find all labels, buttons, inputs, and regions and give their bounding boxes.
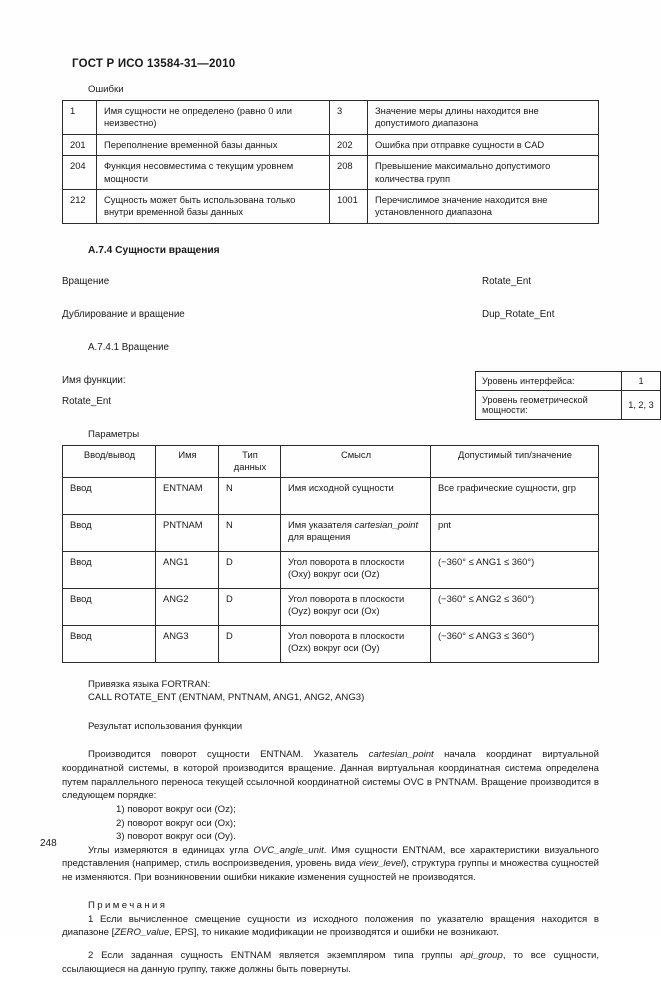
note-2 — [62, 949, 599, 976]
param-io: Ввод — [63, 588, 156, 625]
fortran-call-statement: CALL ROTATE_ENT (ENTNAM, PNTNAM, ANG1, ANG2, ANG3) — [88, 692, 365, 704]
param-type: D — [219, 625, 281, 662]
error-desc: Сущность может быть использована только внутри временной базы данных — [97, 190, 330, 224]
param-name: ANG3 — [156, 625, 219, 662]
page-number: 248 — [40, 838, 57, 849]
param-allowed: (−360° ≤ ANG1 ≤ 360°) — [431, 551, 599, 588]
table-row — [476, 390, 661, 419]
result-p2-tail: ), структура группы и множества сущностей не изменяются. При возникновении ошибки никакие изменения сущностей не производятся. — [62, 858, 599, 883]
table-row — [63, 514, 599, 551]
result-p2-italic-1: OVC_angle_unit — [253, 844, 324, 856]
error-desc: Ошибка при отправке сущности в CAD — [368, 134, 599, 155]
col-header-allowed: Допустимый тип/значение — [431, 445, 599, 477]
param-allowed: (−360° ≤ ANG3 ≤ 360°) — [431, 625, 599, 662]
col-header-io: Ввод/вывод — [63, 445, 156, 477]
table-row — [63, 134, 599, 155]
table-row — [63, 477, 599, 514]
interface-level-value: 1 — [622, 371, 661, 390]
interface-level-label: Уровень интерфейса: — [476, 371, 622, 390]
levels-table — [475, 371, 661, 420]
table-row — [63, 625, 599, 662]
param-type: N — [219, 477, 281, 514]
param-meaning-italic: cartesian_point — [354, 518, 419, 530]
col-header-type: Тип данных — [219, 445, 281, 477]
table-row — [63, 190, 599, 224]
entity-label: Дублирование и вращение — [62, 308, 185, 320]
param-meaning: Угол поворота в плоскости (Oxy) вокруг оси (Oz) — [281, 551, 431, 588]
errors-table-caption: Ошибки — [88, 84, 124, 95]
error-desc: Значение меры длины находится вне допустимого диапазона — [368, 101, 599, 135]
errors-table — [62, 100, 599, 224]
entity-name: Rotate_Ent — [482, 275, 532, 287]
notes-heading: Примечания — [88, 899, 168, 911]
entity-row-rotate — [62, 276, 599, 289]
col-header-meaning: Смысл — [281, 445, 431, 477]
entity-name: Dup_Rotate_Ent — [482, 308, 555, 320]
error-code: 1001 — [330, 190, 368, 224]
error-code: 208 — [330, 156, 368, 190]
result-paragraph-2 — [62, 844, 599, 885]
entity-label: Вращение — [62, 275, 110, 287]
table-header-row — [63, 445, 599, 477]
running-header: ГОСТ Р ИСО 13584-31—2010 — [72, 58, 236, 70]
param-name: ANG1 — [156, 551, 219, 588]
result-p1-tail: начала координат виртуальной координатной системы, в которой производится вращение. Данная виртуальная координатная система определена путем параллельного переноса текущей ссылочной координатной системы OVC в PNTNAM. Вращение производится в следующем порядке: — [62, 749, 600, 802]
note2-lead: 2 Если заданная сущность ENTNAM является экземпляром типа группы — [88, 950, 461, 962]
param-name: ENTNAM — [156, 477, 219, 514]
error-desc: Перечислимое значение находится вне установленного диапазона — [368, 190, 599, 224]
function-summary-block — [62, 374, 654, 415]
table-row — [63, 588, 599, 625]
subsection-heading-a741: А.7.4.1 Вращение — [88, 341, 169, 353]
result-heading: Результат использования функции — [88, 720, 243, 732]
param-io: Ввод — [63, 625, 156, 662]
geometry-level-value: 1, 2, 3 — [622, 390, 661, 419]
note1-lead: 1 Если вычисленное смещение сущности из исходного положения по указателю вращения находится в диапазоне [ — [62, 913, 599, 939]
list-item: 2) поворот вокруг оси (Ox); — [116, 817, 236, 829]
param-type: N — [219, 514, 281, 551]
param-allowed: (−360° ≤ ANG2 ≤ 360°) — [431, 588, 599, 625]
note2-italic: api_group — [460, 950, 503, 962]
result-p1-italic: cartesian_point — [368, 749, 434, 761]
param-meaning — [281, 514, 431, 551]
param-meaning: Угол поворота в плоскости (Ozx) вокруг оси (Oy) — [281, 625, 431, 662]
param-allowed: Все графические сущности, grp — [431, 477, 599, 514]
param-meaning-lead: Имя указателя — [288, 518, 355, 530]
note2-tail: , то все сущности, ссылающиеся на данную группу, также должны быть повернуты. — [62, 950, 599, 975]
note1-italic: ZERO_value — [114, 927, 170, 939]
page-content — [62, 84, 654, 986]
error-code: 202 — [330, 134, 368, 155]
param-io: Ввод — [63, 551, 156, 588]
function-name-label: Имя функции: — [62, 374, 126, 386]
result-p2-lead: Углы измеряются в единицах угла — [88, 844, 254, 856]
result-p2-italic-2: view_level — [358, 858, 404, 870]
result-p2-mid: . Имя сущности ENTNAM, все характеристики визуального представления (например, стиль воспроизведения, уровень вида — [62, 844, 599, 870]
table-row — [476, 371, 661, 390]
param-meaning: Угол поворота в плоскости (Oyz) вокруг оси (Ox) — [281, 588, 431, 625]
error-desc: Функция несовместима с текущим уровнем мощности — [97, 156, 330, 190]
error-code: 1 — [63, 101, 97, 135]
entity-row-dup-rotate — [62, 309, 599, 322]
fortran-binding-title: Привязка языка FORTRAN: — [88, 678, 211, 690]
param-type: D — [219, 588, 281, 625]
list-item: 1) поворот вокруг оси (Oz); — [116, 803, 236, 815]
note1-tail: , EPS], то никакие модификации не производятся и ошибки не возникают. — [169, 927, 499, 939]
result-paragraph-1 — [62, 748, 599, 802]
param-name: ANG2 — [156, 588, 219, 625]
error-code: 204 — [63, 156, 97, 190]
param-meaning-tail: для вращения — [288, 531, 351, 543]
error-desc: Переполнение временной базы данных — [97, 134, 330, 155]
result-p1-lead: Производится поворот сущности ENTNAM. Указатель — [88, 749, 369, 761]
error-code: 212 — [63, 190, 97, 224]
params-table-caption: Параметры — [88, 428, 140, 440]
list-item: 3) поворот вокруг оси (Oy). — [116, 831, 236, 843]
table-row — [63, 551, 599, 588]
geometry-level-label: Уровень геометрической мощности: — [476, 390, 622, 419]
table-row — [63, 101, 599, 135]
col-header-name: Имя — [156, 445, 219, 477]
param-io: Ввод — [63, 477, 156, 514]
param-name: PNTNAM — [156, 514, 219, 551]
param-type: D — [219, 551, 281, 588]
note-1 — [62, 913, 599, 940]
function-name-value: Rotate_Ent — [62, 395, 112, 407]
fortran-binding-block — [88, 678, 599, 705]
error-desc: Имя сущности не определено (равно 0 или неизвестно) — [97, 101, 330, 135]
errors-table-body — [63, 101, 599, 224]
section-heading-a74: А.7.4 Сущности вращения — [88, 244, 220, 256]
param-allowed: pnt — [431, 514, 599, 551]
error-desc: Превышение максимально допустимого количества групп — [368, 156, 599, 190]
error-code: 3 — [330, 101, 368, 135]
param-io: Ввод — [63, 514, 156, 551]
param-meaning: Имя исходной сущности — [281, 477, 431, 514]
params-table — [62, 445, 599, 663]
table-row — [63, 156, 599, 190]
error-code: 201 — [63, 134, 97, 155]
